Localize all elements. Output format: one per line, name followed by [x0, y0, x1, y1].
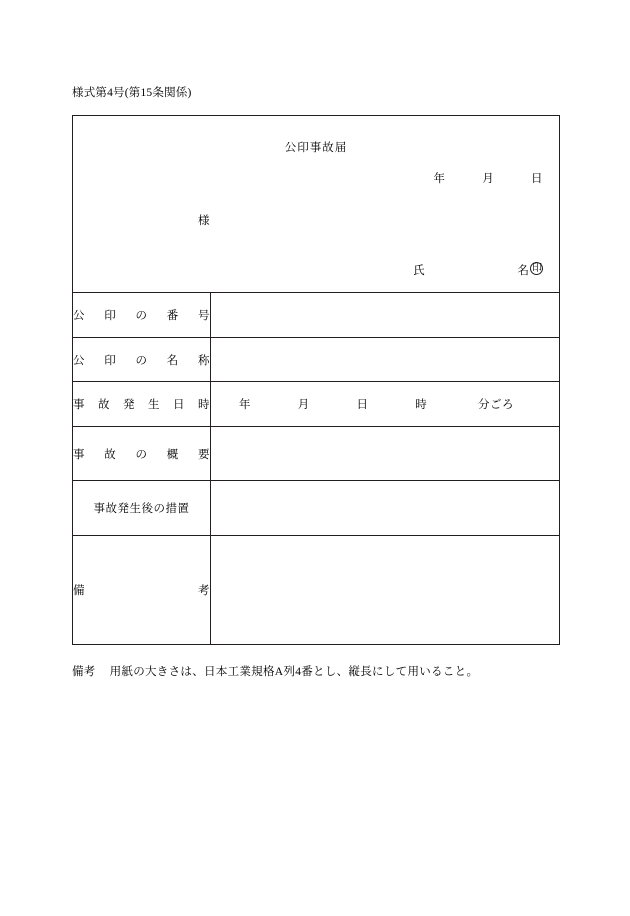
row-label-incident-datetime	[73, 382, 211, 427]
table-row	[73, 338, 560, 382]
footnote-text: 用紙の大きさは、日本工業規格A列4番とし、縦長にして用いること。	[109, 666, 479, 678]
table-row	[73, 427, 560, 481]
addressee-label: 様	[198, 215, 211, 227]
row-value-seal-number[interactable]	[211, 293, 560, 338]
row-value-incident-summary[interactable]	[211, 427, 560, 481]
table-row	[73, 536, 560, 645]
row-label-text: 公印の名称	[73, 354, 210, 367]
row-label-text: 公印の番号	[73, 310, 210, 322]
incident-month-label: 月	[297, 399, 310, 411]
date-month-label: 月	[482, 173, 495, 185]
row-value-incident-datetime[interactable]	[211, 382, 560, 427]
form-table	[72, 115, 560, 645]
row-value-post-incident-measures[interactable]	[211, 481, 560, 536]
row-label-incident-summary	[73, 427, 211, 481]
incident-datetime-line	[211, 396, 559, 412]
footnote-label: 備考	[72, 666, 96, 678]
incident-year-label: 年	[239, 399, 251, 411]
row-value-remarks[interactable]	[211, 536, 560, 645]
row-label-post-incident-measures	[73, 481, 211, 536]
row-label-text: 事故の概要	[73, 448, 210, 461]
row-value-seal-name[interactable]	[211, 338, 560, 382]
row-label-text: 事故発生日時	[73, 399, 210, 411]
row-label-seal-name	[73, 338, 211, 382]
seal-icon: 印	[532, 263, 543, 274]
incident-day-label: 日	[356, 399, 369, 411]
table-row	[73, 382, 560, 427]
footnote	[72, 663, 478, 679]
form-number: 様式第4号(第15条関係)	[72, 87, 192, 99]
name-label-shi: 氏	[413, 265, 426, 277]
row-label-text: 備考	[73, 585, 210, 597]
header-block	[73, 116, 560, 293]
name-label-mei: 名	[517, 265, 530, 277]
incident-hour-label: 時	[415, 399, 428, 411]
submitter-name-line	[413, 262, 545, 278]
date-day-label: 日	[531, 173, 543, 185]
table-row	[73, 293, 560, 338]
table-row-header	[73, 116, 560, 293]
date-year-label: 年	[433, 173, 446, 185]
page-title: 公印事故届	[284, 142, 348, 154]
row-label-text: 事故発生後の措置	[93, 503, 190, 515]
form-table-wrapper	[72, 115, 559, 645]
table-row	[73, 481, 560, 536]
date-line	[434, 170, 544, 186]
row-label-remarks	[73, 536, 211, 645]
incident-minute-label: 分ごろ	[478, 399, 514, 411]
row-label-seal-number	[73, 293, 211, 338]
